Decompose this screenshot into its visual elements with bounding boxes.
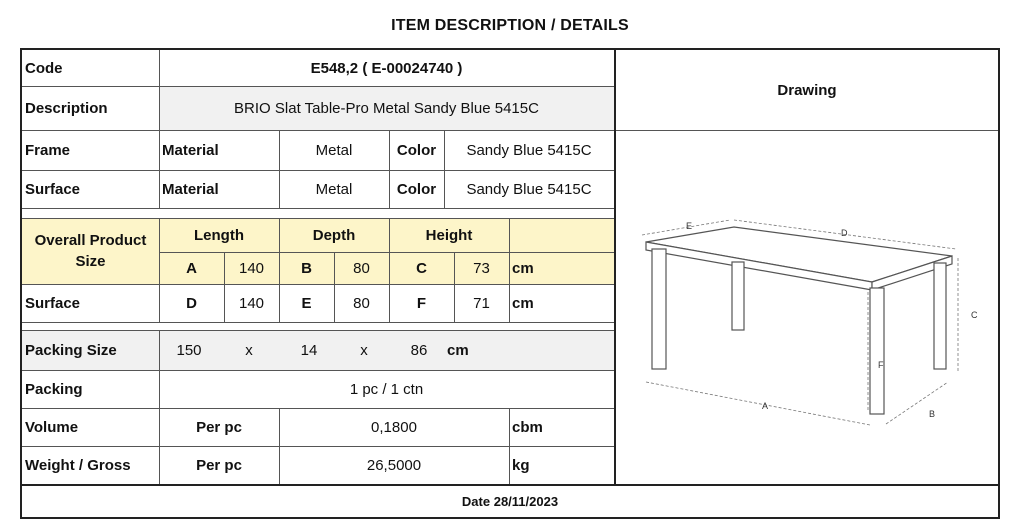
surface-material-label: Material <box>162 180 219 198</box>
surface-color-label: Color <box>396 180 437 198</box>
packing-size-unit: cm <box>447 341 469 359</box>
dim-e-value: 80 <box>353 294 370 312</box>
packing-size-label: Packing Size <box>25 341 117 359</box>
surface-size-unit: cm <box>512 294 534 312</box>
weight-value: 26,5000 <box>366 456 422 474</box>
frame-label: Frame <box>25 141 71 159</box>
surface-material-value: Metal <box>315 180 353 198</box>
weight-per: Per pc <box>196 456 242 474</box>
volume-per: Per pc <box>196 418 242 436</box>
page-title: ITEM DESCRIPTION / DETAILS <box>391 17 629 34</box>
description-label: Description <box>25 99 108 117</box>
dim-c-label: C <box>416 259 427 277</box>
packing-width: 14 <box>300 341 318 359</box>
code-value: E548,2 ( E-00024740 ) <box>310 59 463 77</box>
volume-value: 0,1800 <box>371 418 417 436</box>
packing-x-1: x <box>245 341 253 359</box>
surface-spec-label: Surface <box>25 180 81 198</box>
description-value: BRIO Slat Table-Pro Metal Sandy Blue 5415C <box>234 99 539 117</box>
dim-e-label: E <box>301 294 312 312</box>
dim-f-value: 71 <box>473 294 490 312</box>
dim-c-value: 73 <box>473 259 490 277</box>
dim-a-value: 140 <box>238 259 265 277</box>
overall-unit: cm <box>512 259 534 277</box>
frame-material-label: Material <box>162 141 219 159</box>
details-sheet <box>20 48 1000 519</box>
overall-size-label-line1: Overall Product <box>34 232 147 249</box>
dim-d-value: 140 <box>238 294 265 312</box>
frame-material-value: Metal <box>315 141 353 159</box>
drawing-label-d: D <box>841 228 848 238</box>
dim-a-label: A <box>186 259 197 277</box>
volume-label: Volume <box>25 418 79 436</box>
weight-unit: kg <box>512 456 530 474</box>
packing-x-2: x <box>360 341 368 359</box>
overall-size-label <box>22 218 159 284</box>
drawing-label: Drawing <box>777 81 837 99</box>
weight-label: Weight / Gross <box>25 456 131 474</box>
date-footer: Date 28/11/2023 <box>461 494 559 509</box>
packing-length: 150 <box>176 341 202 359</box>
frame-color-label: Color <box>396 141 437 159</box>
packing-value: 1 pc / 1 ctn <box>349 380 424 398</box>
dim-b-value: 80 <box>353 259 370 277</box>
table-drawing <box>616 132 998 482</box>
drawing-label-e: E <box>686 221 693 231</box>
packing-height: 86 <box>410 341 428 359</box>
volume-unit: cbm <box>512 418 543 436</box>
packing-label: Packing <box>25 380 83 398</box>
depth-header: Depth <box>312 226 356 244</box>
dim-b-label: B <box>301 259 312 277</box>
dim-d-label: D <box>186 294 197 312</box>
length-header: Length <box>194 226 244 244</box>
drawing-label-f: F <box>878 360 884 370</box>
drawing-label-c: C <box>971 310 978 320</box>
drawing-label-a: A <box>762 401 769 411</box>
surface-size-label: Surface <box>25 294 81 312</box>
dim-f-label: F <box>416 294 427 312</box>
height-header: Height <box>425 226 473 244</box>
drawing-label-b: B <box>929 409 936 419</box>
overall-size-label-line2: Size <box>75 253 106 270</box>
frame-color-value: Sandy Blue 5415C <box>466 141 592 159</box>
surface-color-value: Sandy Blue 5415C <box>466 180 592 198</box>
code-label: Code <box>25 59 63 77</box>
